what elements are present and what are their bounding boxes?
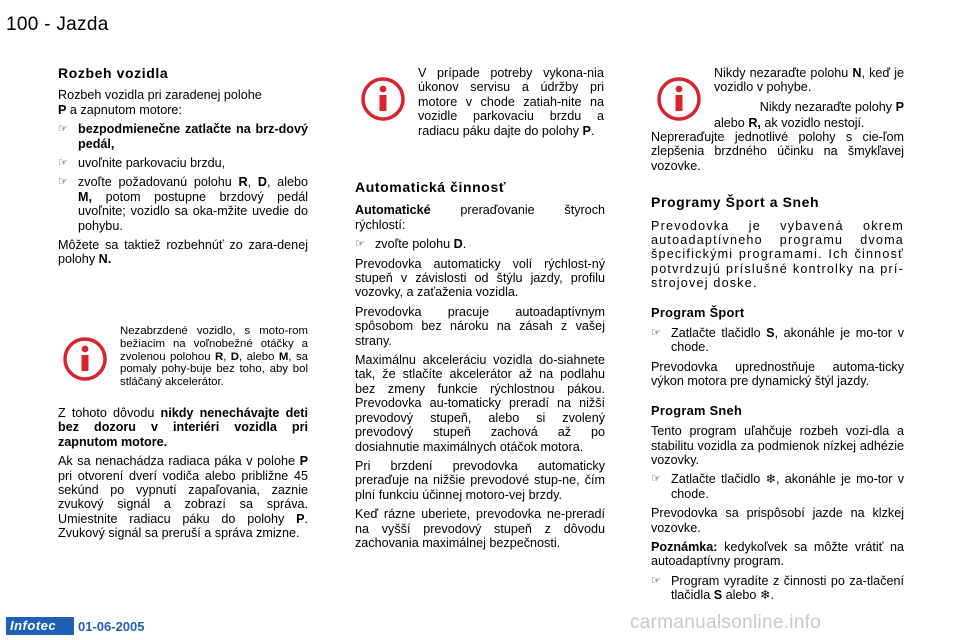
paragraph: Prevodovka sa prispôsobí jazde na klzkej vozovke. [651,506,904,535]
pointing-hand-icon: ☞ [651,574,661,587]
footer-date: 01-06-2005 [78,619,145,634]
paragraph: Z tohoto dôvodu nikdy nenechávajte deti bez dozoru v interiéri vozidla pri zapnutom motore. [58,406,308,449]
pointing-hand-icon: ☞ [355,238,365,251]
paragraph: Rozbeh vozidla pri zaradenej polohe P a zapnutom motore: [58,88,262,117]
column-middle [355,180,605,555]
paragraph: Nepreraďujte jednotlivé polohy s cie-ľom zlepšenia brzdného účinku na šmykľavej vozovke. [651,130,904,173]
section-heading-rozbeh: Rozbeh vozidla [58,65,169,81]
paragraph: Pri brzdení prevodovka automaticky preraďuje na nižšie prevodové stup-ne, čím plní funkciu účinnej motoro-vej brzdy. [355,458,605,502]
snowflake-icon: ❄ [765,472,777,487]
pointing-hand-icon: ☞ [58,123,68,136]
subheading-sneh: Program Sneh [651,402,743,418]
pointing-hand-icon: ☞ [651,473,661,486]
section-heading-programy: Programy Šport a Sneh [651,194,820,211]
info-icon [360,76,406,122]
bullet-item: ☞ zvoľte polohu D. [355,237,467,252]
pointing-hand-icon: ☞ [58,176,68,189]
paragraph: Prevodovka je vybavená okrem autoadaptívneho programu dvoma špecifickými programami. Ich činnosť potvrdzujú príslušné kontrolky na prí-strojovej doske. [651,218,904,291]
column-left [58,66,308,272]
info-icon [656,76,702,122]
bullet-item: ☞ Zatlačte tlačidlo S, akonáhle je mo-tor v chode. [651,326,904,355]
bullet-item: ☞ bezpodmienečne zatlačte na brz-dový pedál, [58,122,308,151]
subheading-sport: Program Šport [651,304,745,320]
bullet-item: ☞ Zatlačte tlačidlo ❄, akonáhle je mo-tor v chode. [651,472,904,501]
paragraph: Môžete sa taktiež rozbehnúť zo zara-denej polohy N. [58,238,308,267]
bullet-item: ☞ uvoľnite parkovaciu brzdu, [58,156,226,171]
paragraph: Prevodovka automaticky volí rýchlost-ný stupeň v závislosti od štýlu jazdy, profilu vozovky, a zaťaženia vozidla. [355,256,605,300]
column-right [651,130,904,608]
info-icon [62,336,108,382]
paragraph: Maximálnu akceleráciu vozidla do-siahnete tak, že stlačíte akcelerátor až na podlahu bez zmeny funkcie rýchlostnou pákou. Prevodovka au-tomaticky preradí na nižší prevodový stupeň, alebo si zvolený prevodový stupeň zachová až po dosiahnutie maximálnych otáčok motora. [355,353,605,454]
warning-note: Nezabrzdené vozidlo, s moto-rom bežiacim na voľnobežné otáčky a zvolenou polohou R, D, alebo M, sa pomaly pohy-buje bez toho, aby bol stláčaný akcelerátor. [120,325,308,389]
watermark: carmanualsonline.info [630,612,822,633]
snowflake-icon: ❄ [759,588,771,603]
pointing-hand-icon: ☞ [651,327,661,340]
paragraph: Keď rázne uberiete, prevodovka ne-preradí na vyšší prevodový stupeň z dôvodu zachovania maximálnej bezpečnosti. [355,507,605,550]
infotec-logo: Infotec [6,617,74,635]
page-title: 100 - Jazda [6,14,109,35]
bullet-item: ☞ zvoľte požadovanú polohu R, D, alebo M, potom postupne brzdový pedál uvoľnite; vozidlo sa oka-mžite uvedie do pohybu. [58,175,308,233]
section-heading-automaticka: Automatická činnosť [355,179,507,195]
paragraph: Prevodovka uprednostňuje automa-ticky výkon motora pre dynamický štýl jazdy. [651,359,904,389]
column-left-lower [58,406,308,546]
paragraph: Tento program uľahčuje rozbeh vozi-dla a stabilitu vozidla za podmienok nízkej adhézie vozovky. [651,424,904,467]
bullet-item: ☞ Program vyradíte z činnosti po za-tlačení tlačidla S alebo ❄. [651,573,904,603]
paragraph: Poznámka: kedykoľvek sa môžte vrátiť na autoadaptívny program. [651,539,904,569]
pointing-hand-icon: ☞ [58,157,68,170]
paragraph: Ak sa nenachádza radiaca páka v polohe P pri otvorení dverí vodiča alebo približne 45 sekúnd po vypnutí zapaľovania, zaznie zvukový signál a zobrazí sa správa. Umiestnite radiacu páku do polohy P. Zvukový signál sa preruší a správa zmizne. [58,454,308,541]
paragraph: Automatické preraďovanie štyroch rýchlostí: [355,203,605,232]
paragraph: Prevodovka pracuje autoadaptívnym spôsobom bez nároku na zásah z vašej strany. [355,304,605,348]
gear-warning-notes: Nikdy nezaraďte polohu N, keď je vozidlo v pohybe. Nikdy nezaraďte polohy P alebo R, ak vozidlo nestojí. [714,66,905,131]
service-note: V prípade potreby vykona-nia úkonov servisu a údržby pri motore v chode zatiah-nite na vozidle parkovaciu brzdu a radiacu páku dajte do polohy P. [418,66,604,138]
